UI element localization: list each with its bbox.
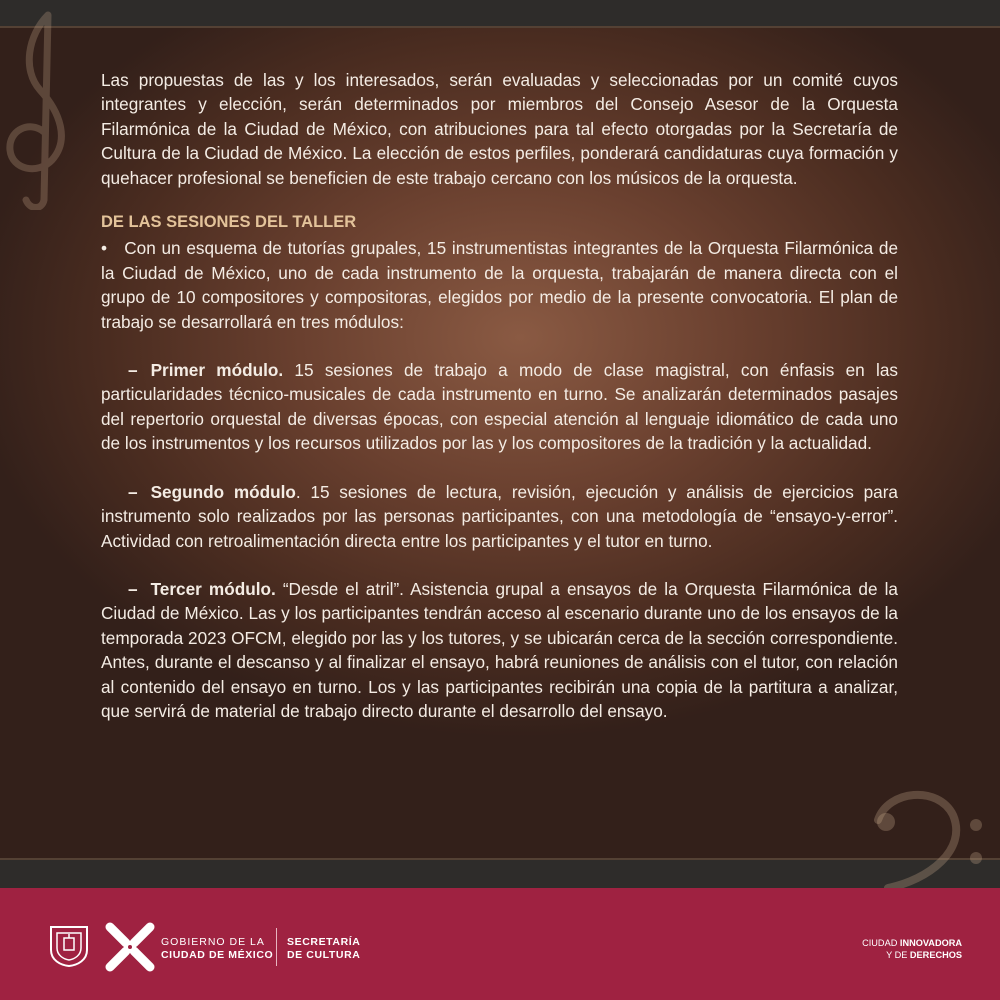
secretaria-line-1: SECRETARÍA	[287, 936, 361, 948]
module-title: Tercer módulo.	[150, 578, 276, 599]
module-dash: –	[128, 360, 138, 381]
torn-paper-top-edge	[0, 0, 1000, 28]
gobierno-cdmx-label	[161, 936, 273, 962]
bullet-paragraph	[101, 236, 898, 334]
slogan-plain-1: CIUDAD	[862, 938, 900, 948]
bullet-text: Con un esquema de tutorías grupales, 15 instrumentistas integrantes de la Orquesta Filarmónica de la Ciudad de México, uno de cada instrumento de la orquesta, trabajarán de manera directa con el grupo de 10 compositores y compositoras, elegidos por medio de la presente convocatoria. El plan de trabajo se desarrollará en tres módulos:	[101, 238, 899, 332]
section-heading: DE LAS SESIONES DEL TALLER	[101, 213, 357, 232]
module-title: Primer módulo.	[150, 360, 284, 381]
bullet-symbol: •	[101, 238, 108, 259]
module-dash: –	[128, 578, 138, 599]
footer-bar	[0, 888, 1000, 1000]
module-title: Segundo módulo	[150, 481, 296, 502]
gobierno-line-2: CIUDAD DE MÉXICO	[161, 949, 274, 961]
cdmx-x-logo-icon	[104, 921, 156, 973]
module-paragraph-tercer	[101, 577, 898, 723]
module-paragraph-primer	[101, 358, 898, 456]
torn-paper-bottom-edge	[0, 858, 1000, 888]
slogan-plain-2: Y DE	[886, 949, 910, 960]
slogan	[862, 938, 962, 961]
intro-paragraph: Las propuestas de las y los interesados, serán evaluadas y seleccionadas por un comité cuyos integrantes y elección, serán determinados por miembros del Consejo Asesor de la Orquesta Filarmónica de la Ciudad de México, con atribuciones para tal efecto otorgadas por la Secretaría de Cultura de la Ciudad de México. La elección de estos perfiles, ponderará candidaturas cuya formación y quehacer profesional se beneficien de este trabajo cercano con los músicos de la orquesta.	[101, 70, 898, 188]
secretaria-line-2: DE CULTURA	[287, 949, 361, 961]
gobierno-line-1: GOBIERNO DE LA	[161, 936, 265, 948]
footer-divider	[276, 928, 277, 966]
treble-clef-icon	[0, 10, 90, 210]
module-paragraph-segundo	[101, 480, 898, 553]
cdmx-coat-of-arms-icon	[48, 924, 90, 968]
module-dash: –	[128, 481, 138, 502]
module-text: “Desde el atril”. Asistencia grupal a ensayos de la Orquesta Filarmónica de la Ciudad de México. Las y los participantes tendrán acceso al escenario durante uno de los ensayos de la temporada 2023 OFCM, elegido por las y los tutores, y se ubicarán cerca de la sección correspondiente. Antes, durante el descanso y al finalizar el ensayo, habrá reuniones de análisis con el tutor, con relación al contenido del ensayo en turno. Los y las participantes recibirán una copia de la partitura a analizar, que servirá de material de trabajo directo durante el desarrollo del ensayo.	[101, 578, 898, 721]
secretaria-cultura-label	[287, 936, 360, 962]
module-text: 15 sesiones de trabajo a modo de clase magistral, con énfasis en las particularidades técnico-musicales de cada instrumento en turno. Se analizarán determinados pasajes del repertorio orquestal de diversas épocas, con especial atención al lenguaje idiomático de cada uno de los instrumentos y los recursos utilizados por las y los compositores de la tradición y la actualidad.	[101, 360, 898, 454]
document-body	[101, 68, 898, 723]
module-text: . 15 sesiones de lectura, revisión, ejecución y análisis de ejercicios para instrumento solo realizados por las personas participantes, con una metodología de “ensayo-y-error”. Actividad con retroalimentación directa entre los participantes y el tutor en turno.	[101, 481, 898, 551]
slogan-bold-1: INNOVADORA	[899, 938, 962, 948]
bass-clef-icon	[858, 780, 1000, 888]
slogan-bold-2: DERECHOS	[909, 949, 962, 960]
